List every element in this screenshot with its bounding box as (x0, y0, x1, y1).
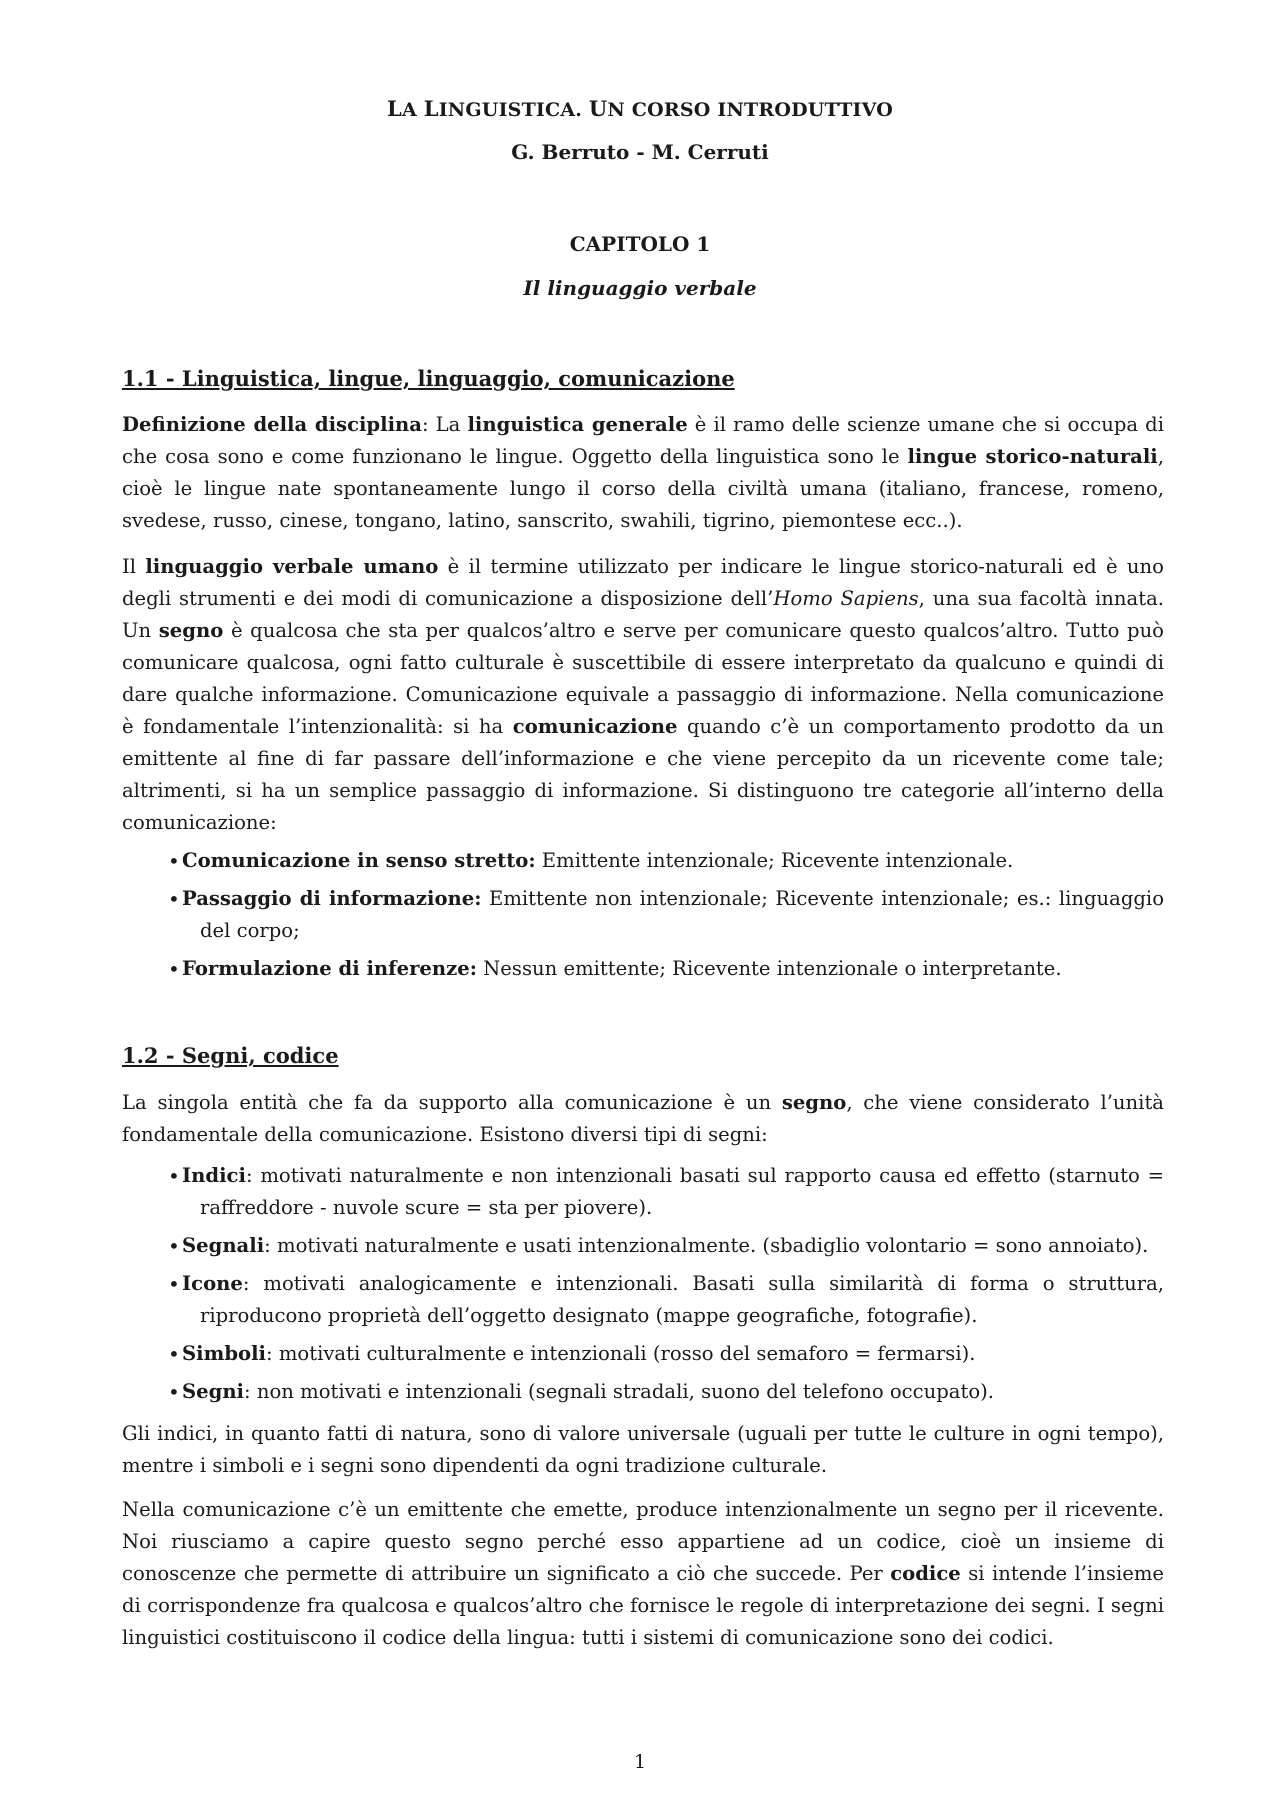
bullet-list (122, 845, 1164, 985)
bullet-icon: • (168, 887, 180, 911)
list-item: • Segni: non motivati e intenzionali (segnali stradali, suono del telefono occupato). (122, 1376, 1164, 1408)
list-item: • Icone: motivati analogicamente e intenzionali. Basati sulla similarità di forma o struttura, riproducono proprietà dell’oggetto designato (mappe geografiche, fotografie). (122, 1268, 1164, 1332)
bullet-icon: • (168, 957, 180, 981)
section-2-paragraph-2 (122, 1418, 1164, 1482)
list-item: • Segnali: motivati naturalmente e usati intenzionalmente. (sbadiglio volontario = sono annoiato). (122, 1230, 1164, 1262)
list-item: • Passaggio di informazione: Emittente non intenzionale; Ricevente intenzionale; es.: linguaggio del corpo; (122, 883, 1164, 947)
section-1-paragraph-2 (122, 551, 1164, 839)
paragraph: La singola entità che fa da supporto alla comunicazione è un segno, che viene considerato l’unità fondamentale della comunicazione. Esistono diversi tipi di segni: (122, 1091, 1164, 1146)
bullet-icon: • (168, 1234, 180, 1258)
section-2-bullet-list (122, 1160, 1164, 1414)
section-heading: 1.1 - Linguistica, lingue, linguaggio, comunicazione (122, 366, 735, 391)
page-number: 1 (633, 1751, 647, 1773)
section-1-paragraph-1 (122, 409, 1164, 537)
paragraph: Gli indici, in quanto fatti di natura, sono di valore universale (uguali per tutte le culture in ogni tempo), mentre i simboli e i segni sono dipendenti da ogni tradizione culturale. (122, 1422, 1164, 1477)
document-title: LA LINGUISTICA. UN CORSO INTRODUTTIVO (387, 96, 893, 121)
bullet-icon: • (168, 1380, 180, 1404)
bullet-icon: • (168, 1342, 180, 1366)
document-authors: G. Berruto - M. Cerruti (511, 140, 769, 164)
list-item: • Formulazione di inferenze: Nessun emittente; Ricevente intenzionale o interpretante. (122, 953, 1164, 985)
list-item: • Simboli: motivati culturalmente e intenzionali (rosso del semaforo = fermarsi). (122, 1338, 1164, 1370)
section-2-paragraph-3 (122, 1494, 1164, 1654)
list-item: • Indici: motivati naturalmente e non intenzionali basati sul rapporto causa ed effetto (starnuto = raffreddore - nuvole scure = sta per piovere). (122, 1160, 1164, 1224)
section-1-heading-block (122, 366, 1164, 391)
section-2-heading-block (122, 1043, 1164, 1068)
paragraph: Il linguaggio verbale umano è il termine utilizzato per indicare le lingue storico-naturali ed è uno degli strumenti e dei modi di comunicazione a disposizione dell’Homo Sapiens, una sua facoltà innata. Un segno è qualcosa che sta per qualcos’altro e serve per comunicare questo qualcos’altro. Tutto può comunicare qualcosa, ogni fatto culturale è suscettibile di essere interpretato da qualcuno e quindi di dare qualche informazione. Comunicazione equivale a passaggio di informazione. Nella comunicazione è fondamentale l’intenzionalità: si ha comunicazione quando c’è un comportamento prodotto da un emittente al fine di far passare dell’informazione e che viene percepito da un ricevente come tale; altrimenti, si ha un semplice passaggio di informazione. Si distinguono tre categorie all’interno della comunicazione: (122, 555, 1165, 834)
chapter-subtitle: Il linguaggio verbale (523, 276, 757, 300)
section-1-bullet-list (122, 845, 1164, 991)
bullet-icon: • (168, 849, 180, 873)
section-heading: 1.2 - Segni, codice (122, 1043, 339, 1068)
paragraph: Definizione della disciplina: La linguistica generale è il ramo delle scienze umane che si occupa di che cosa sono e come funzionano le lingue. Oggetto della linguistica sono le lingue storico-naturali, cioè le lingue nate spontaneamente lungo il corso della civiltà umana (italiano, francese, romeno, svedese, russo, cinese, tongano, latino, sanscrito, swahili, tigrino, piemontese ecc..). (122, 413, 1164, 532)
bullet-icon: • (168, 1164, 180, 1188)
bullet-list (122, 1160, 1164, 1408)
list-item: • Comunicazione in senso stretto: Emittente intenzionale; Ricevente intenzionale. (122, 845, 1164, 877)
section-2-paragraph-1 (122, 1087, 1164, 1151)
chapter-title: CAPITOLO 1 (569, 232, 711, 256)
paragraph: Nella comunicazione c’è un emittente che emette, produce intenzionalmente un segno per il ricevente. Noi riusciamo a capire questo segno perché esso appartiene ad un codice, cioè un insieme di conoscenze che permette di attribuire un significato a ciò che succede. Per codice si intende l’insieme di corrispondenze fra qualcosa e qualcos’altro che fornisce le regole di interpretazione dei segni. I segni linguistici costituiscono il codice della lingua: tutti i sistemi di comunicazione sono dei codici. (122, 1498, 1165, 1649)
bullet-icon: • (168, 1272, 180, 1296)
